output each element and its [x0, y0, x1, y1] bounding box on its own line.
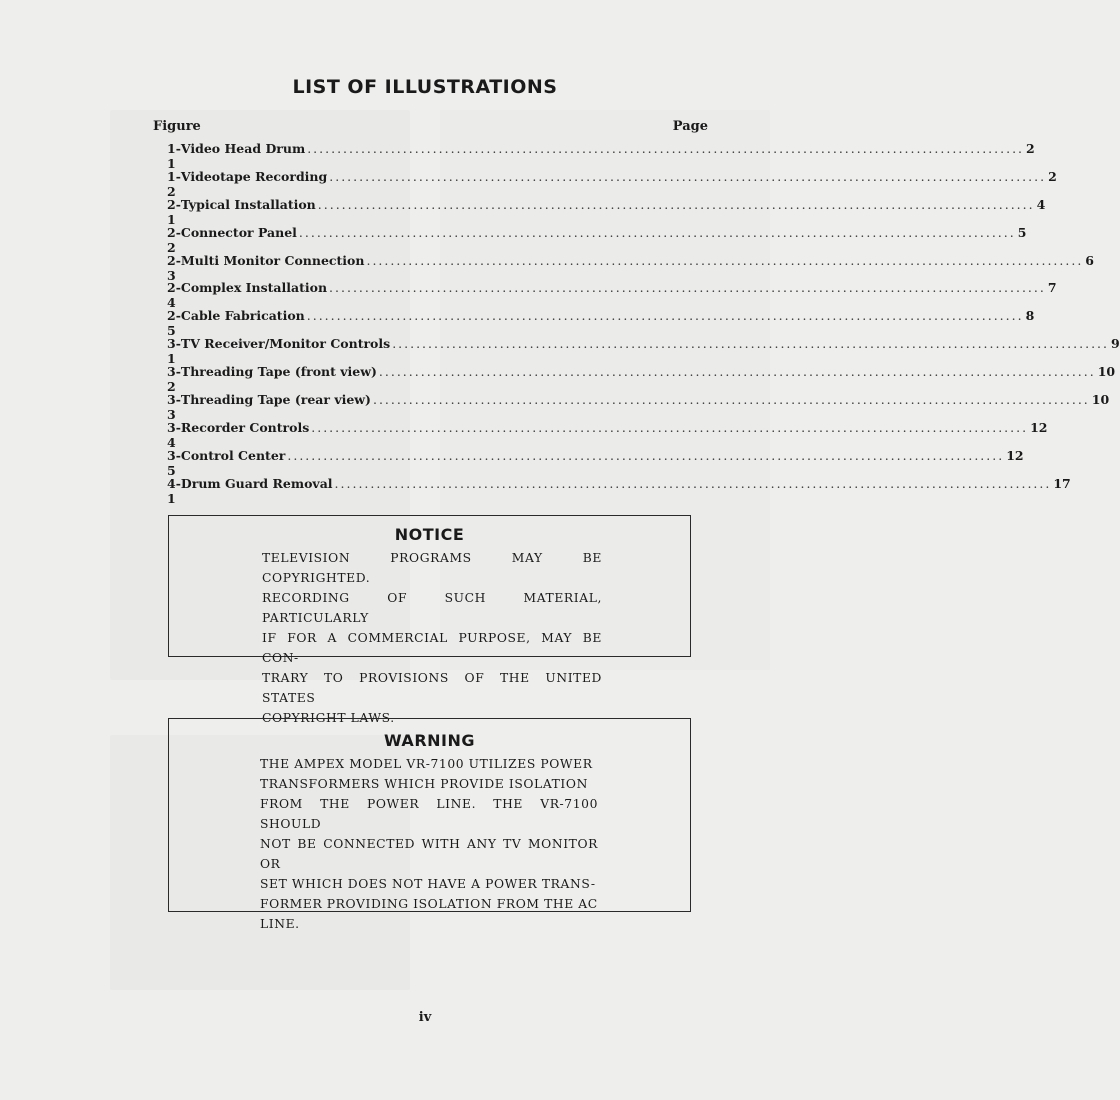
figure-caption: Recorder Controls [180, 419, 310, 435]
figure-number: 3-2 [167, 364, 181, 395]
figure-caption: Threading Tape (rear view) [180, 392, 371, 408]
leader-dots: ........................................................................................................................ [287, 447, 1005, 463]
leader-dots: ........................................................................................................................ [311, 419, 1029, 435]
figure-column-header: Figure [153, 119, 201, 134]
figure-number: 2-2 [167, 224, 181, 255]
illustration-entry [150, 419, 1048, 450]
leader-dots: ........................................................................................................................ [307, 141, 1025, 156]
illustration-entry [150, 364, 1116, 395]
warning-line: FROM THE POWER LINE. THE VR-7100 SHOULD [260, 797, 598, 831]
notice-line: COPYRIGHT LAWS. [262, 711, 395, 725]
leader-dots: ........................................................................................................................ [306, 308, 1024, 324]
notice-text [262, 548, 602, 728]
figure-page: 2 [1026, 141, 1035, 156]
figure-number: 1-1 [167, 141, 181, 171]
leader-dots: ........................................................................................................................ [329, 168, 1047, 184]
leader-dots: ........................................................................................................................ [366, 252, 1084, 268]
illustration-entry [150, 196, 1046, 227]
figure-number: 2-3 [167, 252, 181, 283]
leader-dots: ........................................................................................................................ [317, 196, 1035, 212]
figure-number: 3-4 [167, 419, 181, 450]
figure-page: 9 [1111, 336, 1120, 352]
figure-page: 8 [1025, 308, 1035, 324]
illustration-entry [150, 168, 1057, 199]
warning-line: NOT BE CONNECTED WITH ANY TV MONITOR OR [260, 837, 598, 871]
page-column-header: Page [672, 119, 708, 134]
warning-box [168, 718, 691, 931]
leader-dots: ........................................................................................................................ [298, 224, 1016, 240]
figure-caption: Threading Tape (front view) [180, 364, 377, 380]
illustration-entry [150, 224, 1027, 255]
warning-line: TRANSFORMERS WHICH PROVIDE ISOLATION [260, 777, 588, 791]
page-number: iv [418, 1010, 432, 1025]
figure-page: 12 [1030, 419, 1048, 435]
figure-caption: Videotape Recording [180, 168, 328, 184]
figure-page: 5 [1017, 224, 1027, 240]
figure-caption: Video Head Drum [180, 141, 306, 156]
figure-number: 2-5 [167, 308, 181, 339]
illustration-entry [150, 392, 1110, 423]
notice-line: TELEVISION PROGRAMS MAY BE COPYRIGHTED. [262, 551, 602, 585]
notice-line: IF FOR A COMMERCIAL PURPOSE, MAY BE CON- [262, 631, 602, 665]
figure-caption: Cable Fabrication [180, 308, 305, 324]
illustration-entry [150, 280, 1057, 311]
figure-caption: Control Center [180, 447, 286, 463]
leader-dots: ........................................................................................................................ [329, 280, 1046, 296]
illustration-entry [150, 308, 1035, 339]
leader-dots: ........................................................................................................................ [372, 392, 1090, 408]
illustration-entry [150, 336, 1120, 367]
figure-page: 10 [1097, 364, 1116, 380]
warning-text [260, 754, 598, 934]
warning-line: SET WHICH DOES NOT HAVE A POWER TRANS- [260, 877, 596, 891]
figure-caption: Drum Guard Removal [180, 475, 333, 491]
figure-number: 2-1 [167, 196, 181, 227]
warning-line: THE AMPEX MODEL VR-7100 UTILIZES POWER [260, 757, 593, 771]
warning-title: WARNING [384, 731, 475, 750]
illustration-entry [150, 141, 1035, 171]
figure-number: 1-2 [167, 168, 181, 199]
figure-number: 2-4 [167, 280, 181, 311]
figure-page: 4 [1036, 196, 1046, 212]
figure-caption: Typical Installation [180, 196, 316, 212]
notice-line: RECORDING OF SUCH MATERIAL, PARTICULARLY [262, 591, 602, 625]
figure-page: 17 [1053, 475, 1071, 491]
figure-caption: Connector Panel [180, 224, 297, 240]
notice-title: NOTICE [394, 525, 465, 544]
figure-number: 4-1 [167, 475, 181, 506]
figure-number: 3-1 [167, 336, 181, 367]
figure-page: 7 [1047, 280, 1057, 296]
figure-number: 3-3 [167, 392, 181, 423]
warning-line: FORMER PROVIDING ISOLATION FROM THE AC [260, 897, 598, 911]
figure-page: 6 [1085, 252, 1094, 268]
figure-caption: Multi Monitor Connection [180, 252, 365, 268]
illustration-entry [150, 447, 1024, 478]
leader-dots: ........................................................................................................................ [378, 364, 1096, 380]
notice-box [168, 515, 691, 725]
figure-page: 12 [1006, 447, 1024, 463]
figure-number: 3-5 [167, 447, 181, 478]
warning-line: LINE. [260, 917, 300, 931]
figure-page: 10 [1091, 392, 1110, 408]
leader-dots: ........................................................................................................................ [392, 336, 1109, 352]
notice-line: TRARY TO PROVISIONS OF THE UNITED STATES [262, 671, 602, 705]
figure-page: 2 [1048, 168, 1057, 184]
page-title: LIST OF ILLUSTRATIONS [292, 76, 558, 98]
figure-caption: Complex Installation [180, 280, 328, 296]
illustration-entry [150, 475, 1071, 506]
illustrations-list [150, 141, 1120, 506]
figure-caption: TV Receiver/Monitor Controls [180, 336, 391, 352]
illustration-entry [150, 252, 1094, 283]
leader-dots: ........................................................................................................................ [334, 475, 1052, 491]
